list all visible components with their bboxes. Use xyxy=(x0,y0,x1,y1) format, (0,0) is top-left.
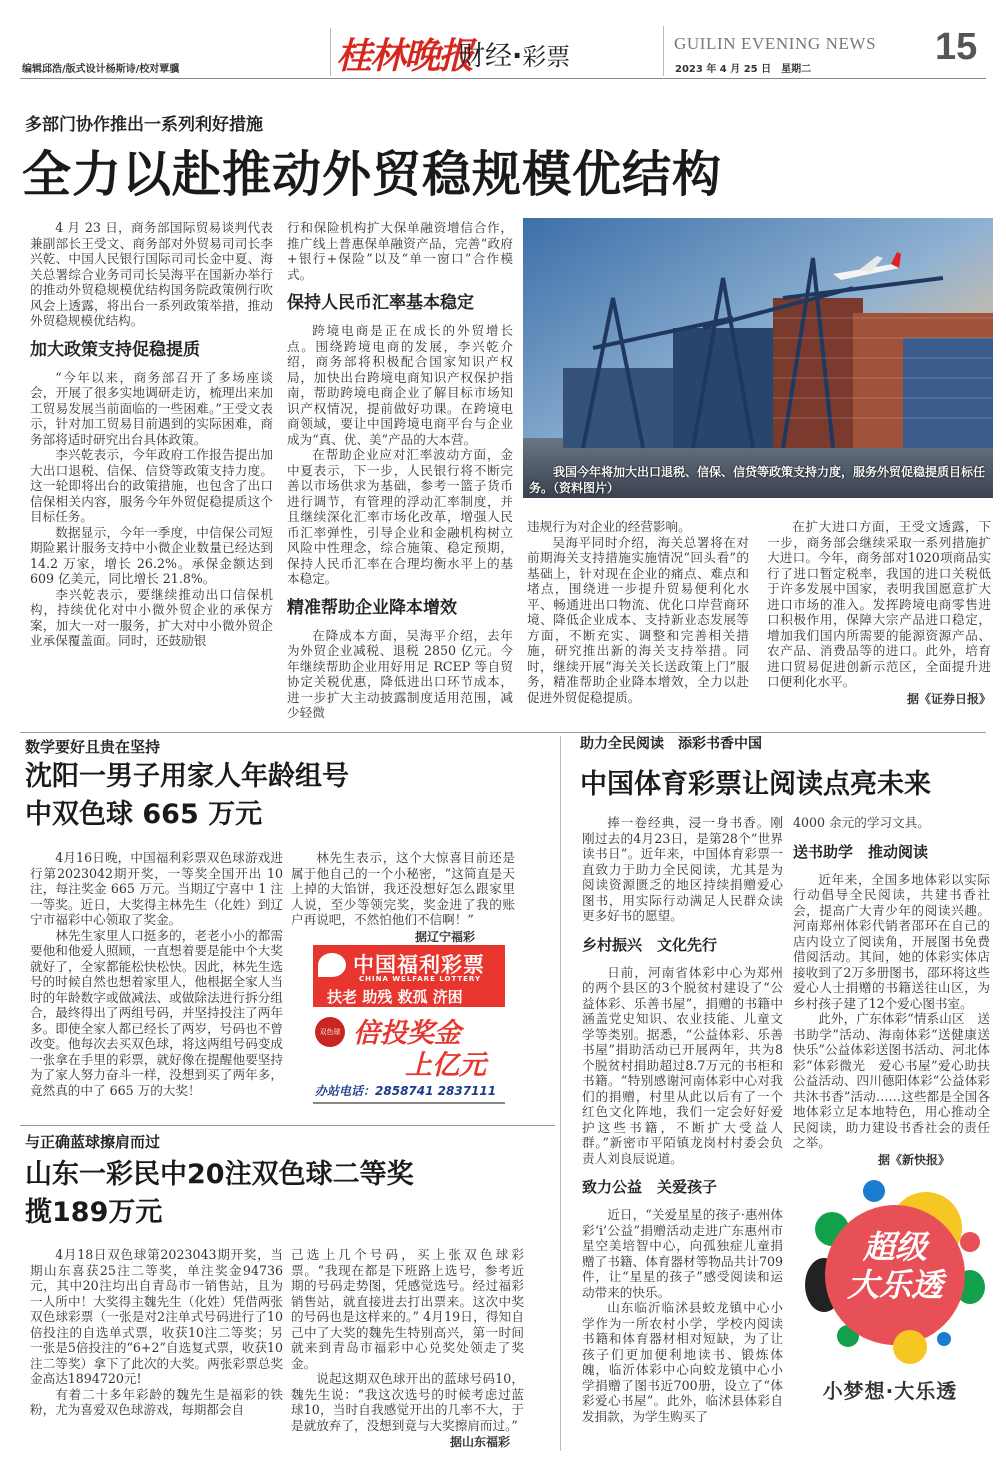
ad-slogan: 扶老 助残 救孤 济困 xyxy=(327,988,463,1006)
photo-caption: 我国今年将加大出口退税、信保、信贷等政策支持力度，服务外贸促稳提质目标任务。（资料图片） xyxy=(529,465,986,495)
article1-headline: 全力以赴推动外贸稳规模优结构 xyxy=(22,146,723,203)
issue-date: 2023 年 4 月 25 日 星期二 xyxy=(675,64,812,75)
paper-logo: 桂林晚报 xyxy=(336,35,473,77)
section-name xyxy=(458,34,570,73)
subheading: 保持人民币汇率基本稳定 xyxy=(287,293,474,313)
english-name: GUILIN EVENING NEWS xyxy=(674,34,877,53)
paragraph: 跨境电商是正在成长的外贸增长点。围绕跨境电商的发展，李兴乾介绍，商务部将积极配合国家知识产权局，加快出台跨境电商知识产权保护指南，帮助跨境电商企业了解目标市场知识产权情况，提前做好功课。在跨境电商领域，要让中国跨境电商平台与企业成为“真、优、美”产品的大本营。 xyxy=(287,323,513,447)
paragraph: 吴海平同时介绍，海关总署将在对前期海关支持措施实施情况“回头看”的基础上，针对现在企业的痛点、难点和堵点，围绕进一步提升贸易便利化水平、畅通进出口物流、优化口岸营商环境、降低企业成本、支持新业态发展等方面，不断充实、调整和完善相关措施，研究推出新的海关支持举措。同时，继续开展“海关关长送政策上门”服务，精准帮助企业降本增效，全力以赴促进外贸促稳提质。 xyxy=(527,534,749,705)
logo-dot xyxy=(960,1232,980,1252)
article1-kicker: 多部门协作推出一系列利好措施 xyxy=(25,115,263,135)
ad-brand: 中国福利彩票 xyxy=(353,953,485,977)
paragraph: 李兴乾表示，要继续推动出口信保机构，持续优化对中小微外贸企业的承保方案，加大一对一服务，扩大对中小微外贸企业承保覆盖面。同时，还鼓励银 xyxy=(30,586,273,648)
logo-dot xyxy=(893,1330,927,1364)
logo-tagline: 小梦想·大乐透 xyxy=(822,1379,958,1403)
article1-col2 xyxy=(287,220,513,721)
ad-brand-en: CHINA WELFARE LOTTERY xyxy=(359,975,482,983)
phone-label: 办站电话： xyxy=(315,1084,376,1098)
logo-dot xyxy=(863,1180,885,1202)
port-photo xyxy=(523,218,993,498)
paragraph: 此外，广东体彩“情系山区 送书助学”活动、海南体彩“送健康送快乐”公益体彩送图书活动、河北体彩“体彩微光 爱心书屋”爱心助扶公益活动、四川德阳体彩“公益体彩 共沐书香”活动……这些都是全国各地体彩立足本地特色，用心推动全民阅读，助力建设书香社会的责任之举。 xyxy=(793,1011,1003,1150)
double-color-ball-badge xyxy=(315,1017,345,1047)
page-number: 15 xyxy=(935,26,978,68)
headline-line: 山东一彩民中20注双色球二等奖 xyxy=(25,1159,414,1190)
article2-headline xyxy=(25,758,349,834)
paragraph: 李兴乾表示，今年政府工作报告提出加大出口退税、信保、信贷等政策支持力度。这一轮即将出台的政策措施，也包含了出口信保相关内容，服务今年外贸促稳提质这个目标任务。 xyxy=(30,447,273,524)
paragraph: 数据显示，今年一季度，中信保公司短期险累计服务支持中小微企业数量已经达到 14.2 万家，增长 26.2%。承保金额达到 609 亿美元，同比增长 21.8%。 xyxy=(30,524,273,586)
ad-promo-line1: 倍投奖金 xyxy=(353,1018,461,1049)
subheading: 精准帮助企业降本增效 xyxy=(287,597,457,618)
article2-kicker: 数学要好且贵在坚持 xyxy=(25,738,161,756)
paragraph: 说起这期双色球开出的蓝球号码10，魏先生说：“我这次选号的时候考虑过蓝球10，当时自我感觉开出的几率不大，于是就放弃了，没想到竟与大奖擦肩而过。” xyxy=(291,1371,524,1433)
article4-colA xyxy=(582,815,783,1424)
logo-title-line2: 大乐透 xyxy=(846,1266,943,1304)
logo-title xyxy=(835,1228,955,1304)
port-cranes-plane-image xyxy=(523,218,993,498)
paragraph: 4000 余元的学习文具。 xyxy=(793,815,930,830)
paragraph: 近年来，全国多地体彩以实际行动倡导全民阅读，共建书香社会，提高广大青少年的阅读兴趣。河南郑州体彩代销者邵环在自己的店内设立了阅读角，开展图书免费借阅活动。其间，她的体彩实体店接收到了2万多册图书，邵环将这些爱心人士捐赠的书籍送往山区，为乡村孩子建了12个爱心图书室。 xyxy=(793,871,990,1011)
editor-credits: 编辑邱浩/版式设计杨斯诗/校对覃骥 xyxy=(22,64,180,75)
ad-bottom-rule xyxy=(313,1102,505,1104)
paragraph: 己选上几个号码，买上张双色球彩票。“我现在都是下班路上选号，参考近期的号码走势图，凭感觉选号。经过福彩销售站，就直接进去打出票来。这次中奖的号码也是这样来的。” 4月19日，得知自己中了大奖的魏先生特别高兴，第一时间就来到青岛市福彩中心兑奖处领走了奖金。 xyxy=(291,1247,524,1371)
article1-col3 xyxy=(527,519,749,705)
paragraph: 4 月 23 日，商务部国际贸易谈判代表兼副部长王受文、商务部对外贸易司司长李兴乾、中国人民银行国际司司长金中夏、海关总署综合业务司司长吴海平在国新办举行的推动外贸稳规模优结构国务院政策例行吹风会上透露，将出台一系列政策举措，推动外贸稳规模优结构。 xyxy=(30,220,273,328)
source-credit: 据《证券日报》 xyxy=(906,691,991,706)
section-rule xyxy=(20,1125,555,1126)
headline-line: 沈阳一男子用家人年龄组号 xyxy=(25,761,349,792)
headline-line: 揽189万元 xyxy=(25,1197,163,1228)
article4-colB xyxy=(793,815,1003,1168)
section-lottery: 彩票 xyxy=(522,43,571,71)
paragraph: 林先生家里人口挺多的，老老小小的都需要他和他爱人照顾，一直想着要是能中个大奖就好了，全家都能松快松快。因此，林先生选号的时候自然也想着家里人，他根据全家人当时的年龄数字或做减法、或做除法进行拆分组合，最终得出了两组号码，并坚持投注了两年多。即使全家人都已经长了两岁，号码也不曾改变。他每次去买双色球，将这两组号码变成一张拿在手里的彩票，就好像在提醒他要坚持为了家人努力奋斗一样，没想到买了两年多，竟然真的中了 665 万的大奖！ xyxy=(30,927,283,1098)
article3-kicker: 与正确蓝球擦肩而过 xyxy=(25,1133,161,1151)
subheading: 致力公益 关爱孩子 xyxy=(582,1178,718,1196)
paragraph: 在扩大进口方面，王受文透露，下一步，商务部会继续采取一系列措施扩大进口。今年，商务部对1020项商品实行了进口暂定税率，我国的进口关税低于许多发展中国家，表明我国愿意扩大进口市场的准入。发挥跨境电商零售进口积极作用，保障大宗产品进口稳定，增加我们国内所需要的能源资源产品、农产品、消费品等的进口。此外，培育进口贸易促进创新示范区，全面提升进口便利化水平。 xyxy=(767,519,991,689)
masthead-divider-left xyxy=(330,28,331,76)
paragraph: 违规行为对企业的经营影响。 xyxy=(527,519,691,534)
paragraph: 行和保险机构扩大保单融资增信合作，推广线上普惠保单融资产品，完善“政府+银行+保险”以及“单一窗口”合作模式。 xyxy=(287,220,513,282)
phone-numbers: 2858741 2837111 xyxy=(375,1084,497,1098)
super-lotto-logo xyxy=(795,1180,985,1410)
article4-kicker: 助力全民阅读 添彩书香中国 xyxy=(580,736,762,752)
paragraph: 4月18日双色球第2023043期开奖，当期山东喜获25注二等奖，单注奖金94736元，其中20注均出自青岛市一销售站，且为一人所中！大奖得主魏先生（化姓）凭借两张双色球彩票（一张是对2注单式号码进行了10倍投注的自选单式票，收获10注二等奖；另一张是5倍投注的“6+2”自选复式票，收获10注二等奖）拿下了此次的大奖。两张彩票总奖金高达1894720元! xyxy=(30,1247,283,1386)
logo-dot xyxy=(937,1332,951,1346)
paragraph: 在帮助企业应对汇率波动方面，金中夏表示，下一步，人民银行将不断完善以市场供求为基础，参考一篮子货币进行调节，有管理的浮动汇率制度，并且继续深化汇率市场化改革，增强人民币汇率弹性，引导企业和金融机构树立风险中性理念，综合施策、稳定预期，保持人民币汇率在合理均衡水平上的基本稳定。 xyxy=(287,447,513,586)
ad-phone xyxy=(315,1082,496,1099)
subheading: 乡村振兴 文化先行 xyxy=(582,935,718,954)
article1-col4 xyxy=(767,519,991,707)
section-finance: 财经 xyxy=(458,41,512,72)
paragraph: 4月16日晚，中国福利彩票双色球游戏进行第2023042期开奖，一等奖全国开出 10 注，每注奖金 665 万元。当期辽宁喜中 1 注一等奖。近日，大奖得主林先生（化姓）到辽宁市福彩中心领取了奖金。 xyxy=(30,850,283,927)
article1-col1 xyxy=(30,220,273,649)
subheading: 加大政策支持促稳提质 xyxy=(30,339,200,360)
header-rule xyxy=(20,78,986,79)
article2-col1 xyxy=(30,850,283,1098)
paragraph: 捧一卷经典，浸一身书香。刚刚过去的4月23日，是第28个“世界读书日”。近年来，中国体育彩票一直致力于助力全民阅读，尤其是为阅读资源匮乏的地区持续捐赠爱心图书，用实际行动满足人民群众读更多好书的愿望。 xyxy=(582,815,783,923)
source-credit: 据辽宁福彩 xyxy=(414,929,475,944)
paragraph: 有着二十多年彩龄的魏先生是福彩的铁粉，尤为喜爱双色球游戏，每期都会自 xyxy=(30,1386,283,1417)
badge-text: 双色球 xyxy=(319,1028,341,1036)
masthead-divider-right xyxy=(663,26,664,76)
subheading: 送书助学 推动阅读 xyxy=(793,842,929,861)
source-credit: 据山东福彩 xyxy=(449,1435,510,1449)
paragraph: 林先生表示，这个大惊喜目前还是属于他自己的一个小秘密，“这简直是天上掉的大馅饼，我还没想好怎么跟家里人说，至少等领完奖，奖金进了我的账户再说吧，不然怕他们不信啊！” xyxy=(291,850,515,927)
article3-col1 xyxy=(30,1247,283,1418)
welfare-logo-icon xyxy=(318,953,346,977)
article3-headline xyxy=(25,1156,414,1232)
paragraph: “今年以来，商务部召开了多场座谈会，开展了很多实地调研走访，梳理出来加工贸易发展当前面临的一些困难。”王受文表示，针对加工贸易目前遇到的实际困难，商务部将适时研究出台具体政策。 xyxy=(30,369,273,447)
article4-headline: 中国体育彩票让阅读点亮未来 xyxy=(580,769,931,800)
article2-col2 xyxy=(291,850,515,945)
source-credit: 据《新快报》 xyxy=(877,1152,950,1167)
column-divider xyxy=(560,736,561,1451)
section-rule xyxy=(20,732,986,733)
logo-title-line1: 超级 xyxy=(862,1228,927,1266)
paragraph: 在降成本方面，吴海平介绍，去年为外贸企业减税、退税 2850 亿元。今年继续帮助企业用好用足 RCEP 等自贸协定关税优惠，降低进出口环节成本，进一步扩大主动披露制度适用范围，减少轻微 xyxy=(287,627,513,720)
ad-banner xyxy=(313,945,505,1007)
section-dot: · xyxy=(512,41,523,72)
headline-line: 中双色球 665 万元 xyxy=(25,799,263,830)
ad-promo-line2: 上亿元 xyxy=(405,1050,486,1081)
paragraph: 近日，“关爱星星的孩子·惠州体彩‘i’公益”捐赠活动走进广东惠州市星空美培智中心，向孤独症儿童捐赠了书籍、体育器材等物品共计709件，让“星星的孩子”感受阅读和运动带来的快乐。 xyxy=(582,1207,783,1300)
article3-col2 xyxy=(291,1247,524,1451)
paragraph: 山东临沂临沭县蛟龙镇中心小学作为一所农村小学，学校内阅读书籍和体育器材相对短缺，为了让孩子们更加便利地读书、锻炼体魄，临沂体彩中心向蛟龙镇中心小学捐赠了图书近700册，设立了“体彩爱心书屋”。此外，临沭县体彩自发捐款，为学生购买了 xyxy=(582,1300,783,1424)
paragraph: 日前，河南省体彩中心为郑州的两个县区的3个脱贫村建设了“公益体彩、乐善书屋”，捐赠的书籍中涵盖党史知识、农业技能、儿童文学等类别。据悉，“公益体彩、乐善书屋”捐助活动已开展两年，共为8个脱贫村捐助超过8.7万元的书柜和书籍。“特别感谢河南体彩中心对我们的捐赠，村里从此以后有了一个红色文化阵地，我们一定会好好爱护这些书籍，不断扩大受益人群。”新密市平陌镇龙岗村村委会负责人刘良辰说道。 xyxy=(582,964,783,1166)
welfare-lottery-ad xyxy=(313,945,505,1105)
